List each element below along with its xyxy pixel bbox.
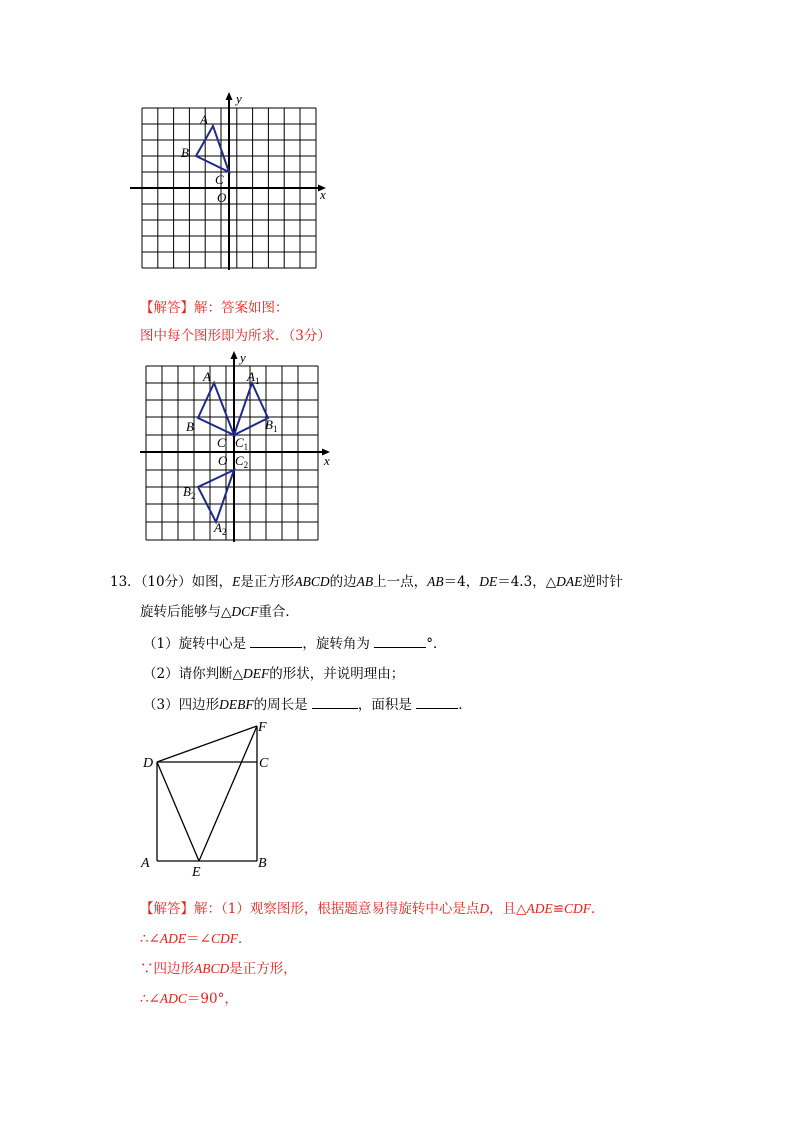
answer-text: 解：答案如图： [194,300,289,316]
triangle-a2b2c2 [198,470,234,522]
triangle-abc-2 [198,383,234,435]
answer-blank-center[interactable] [250,634,302,648]
graph-1 [130,90,340,275]
label-b1: $B_1$ [265,417,278,434]
label-y: y [236,91,242,106]
y-arrow-2 [231,351,238,359]
label-a-2: A [203,369,211,384]
label-b-2: B [186,419,194,434]
answer-blank-area[interactable] [416,695,458,709]
answer-2-line-4: ∴∠ADC＝90°， [140,991,238,1007]
answer-2-line-3: ∵四边形ABCD是正方形， [140,961,297,977]
label-a2: $A_2$ [214,520,227,537]
q13-part-1: （1）旋转中心是 ，旋转角为 °． [143,636,447,652]
answer-tag: 【解答】 [140,300,194,316]
q13-part-3: （3）四边形DEBF的周长是 ，面积是 ． [143,697,472,713]
label-a1: $A_1$ [247,369,260,386]
label-x-2: x [324,453,330,468]
label-b2: $B_2$ [183,484,196,501]
answer-1-line-2: 图中每个图形即为所求．（3分） [140,328,331,344]
label-f: F [258,720,267,735]
label-o-2: O [218,453,228,468]
answer-2-line-2: ∴∠ADE＝∠CDF． [140,931,252,947]
label-c: C [215,172,224,187]
answer-blank-angle[interactable] [374,634,426,648]
answer-1-line-1 [140,299,289,317]
answer-blank-perimeter[interactable] [312,695,358,709]
q13-line-1: 13．（10分）如图，E是正方形ABCD的边AB上一点，AB＝4，DE＝4.3，△DAE逆时针 [110,574,623,590]
label-c2: $C_2$ [235,453,249,470]
label-c1: $C_1$ [235,435,249,452]
segment-de [157,762,199,861]
label-b: B [181,145,189,160]
label-c-sq: C [259,756,269,771]
label-b-sq: B [258,856,267,871]
triangle-a1b1c1 [234,383,268,435]
graph-2 [130,348,340,543]
segment-ef [199,726,257,861]
q13-line-2: 旋转后能够与△DCF重合． [140,604,299,620]
label-o: O [217,190,227,205]
triangle-abc [196,126,229,172]
label-y-2: y [240,350,246,365]
segment-df [157,726,257,762]
square-figure [135,712,285,882]
label-a-sq: A [141,856,150,871]
label-c-2: C [217,435,226,450]
y-arrow-1 [226,92,233,100]
label-x: x [320,187,326,202]
q13-part-2: （2）请你判断△DEF的形状，并说明理由； [143,666,405,682]
label-a: A [200,112,208,127]
label-d: D [143,756,154,771]
answer-2-line-1: 【解答】解：（1）观察图形，根据题意易得旋转中心是点D，且△ADE≌CDF． [140,901,605,917]
label-e: E [192,865,201,880]
axes-1 [130,96,322,270]
